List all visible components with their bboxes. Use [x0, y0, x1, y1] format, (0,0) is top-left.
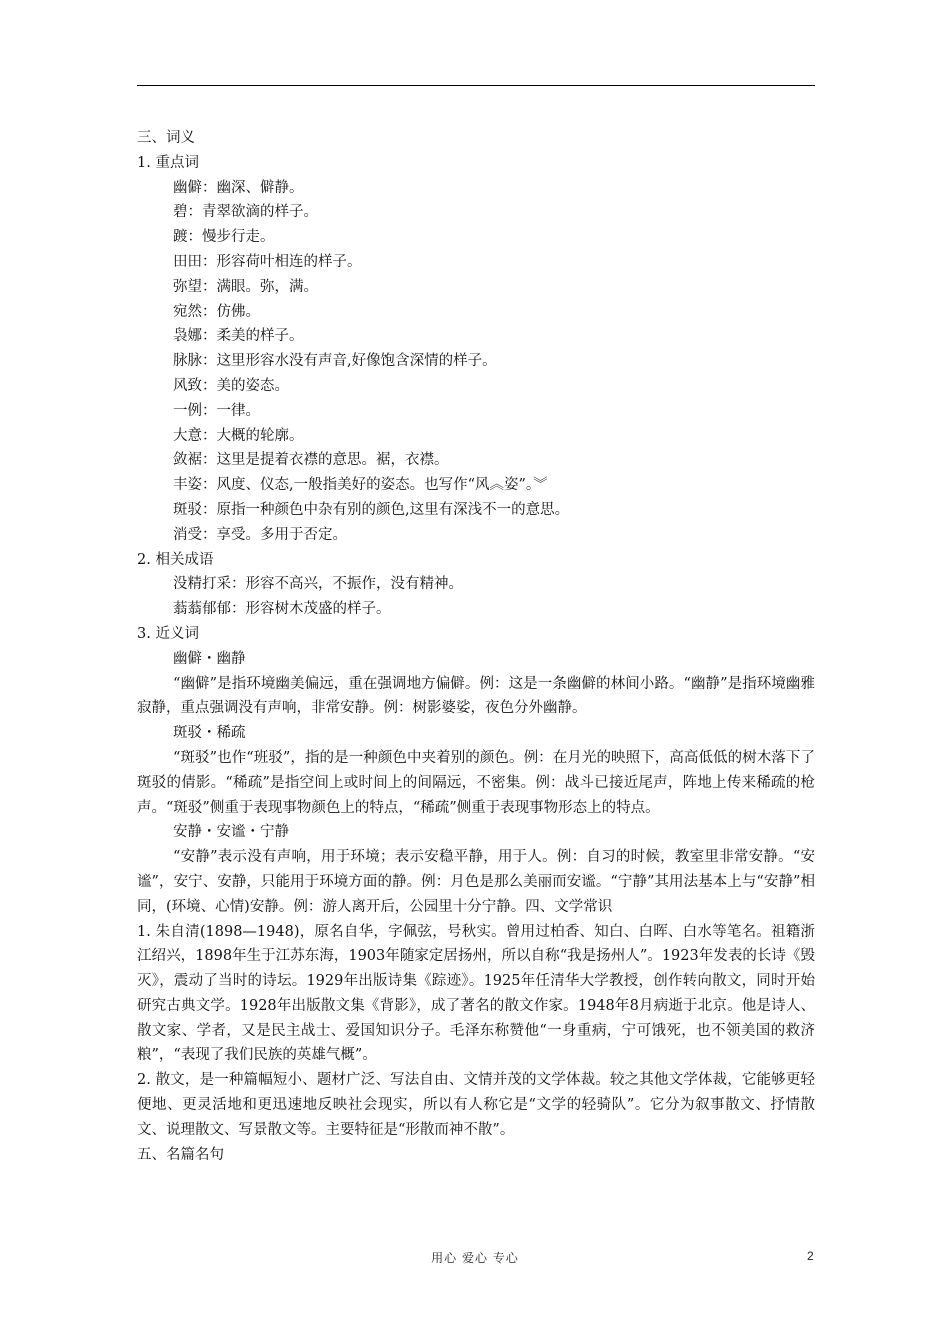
key-words-list — [137, 176, 815, 548]
section-heading-vocabulary: 三、词义 — [137, 130, 195, 146]
vocab-separator: ： — [202, 427, 217, 444]
vocab-term: 宛然 — [173, 303, 202, 320]
vocab-separator: ： — [202, 278, 217, 295]
vocab-term: 消受 — [173, 526, 202, 543]
idiom-definition: 形容树木茂盛的样子。 — [245, 601, 391, 618]
idioms-list — [137, 572, 815, 622]
vocab-definition: 青翠欲滴的样子。 — [202, 204, 318, 221]
vocab-separator: ： — [202, 377, 217, 394]
page-number: 2 — [807, 1249, 814, 1263]
vocab-definition: 幽深、僻静。 — [216, 179, 304, 196]
vocab-separator: ： — [202, 477, 217, 494]
subheading-key-words: 1. 重点词 — [137, 154, 199, 171]
literature-paragraph-2: 2. 散文，是一种篇幅短小、题材广泛、写法自由、文情并茂的文学体裁。较之其他文学体裁，它能够更轻便地、更灵活地和更迅速地反映社会现实，所以有人称它是“文学的轻骑队”。它分为叙事散文、抒情散文、说理散文、写景散文等。主要特征是“形散而神不散”。 — [137, 1072, 815, 1138]
idiom-term: 蓊蓊郁郁 — [173, 601, 231, 618]
vocab-term: 踱 — [173, 229, 188, 246]
vocab-definition: 风度、仪态,一般指美好的姿态。也写作“风︽姿”。︾ — [216, 477, 548, 494]
vocab-term: 一例 — [173, 402, 202, 419]
vocab-entry — [137, 399, 815, 424]
vocab-definition: 一律。 — [216, 402, 260, 419]
vocab-separator: ： — [202, 253, 217, 270]
vocab-separator: ： — [202, 452, 217, 469]
subheading-idioms: 2. 相关成语 — [137, 551, 214, 568]
synonym-pair-title: 斑驳・稀疏 — [173, 725, 246, 742]
synonym-explanation: “斑驳”也作“班驳”，指的是一种颜色中夹着别的颜色。例：在月光的映照下，高高低低的树木落下了斑驳的倩影。“稀疏”是指空间上或时间上的间隔远，不密集。例：战斗已接近尾声，阵地上传来稀疏的枪声。“斑驳”侧重于表现事物颜色上的特点，“稀疏”侧重于表现事物形态上的特点。 — [137, 749, 815, 816]
vocab-entry — [137, 176, 815, 201]
vocab-definition: 这里是提着衣襟的意思。裾，衣襟。 — [216, 452, 449, 469]
vocab-definition: 慢步行走。 — [202, 229, 275, 246]
vocab-entry — [137, 349, 815, 374]
idiom-entry — [137, 597, 815, 622]
synonym-pair-title: 幽僻・幽静 — [173, 650, 246, 667]
vocab-term: 敛裾 — [173, 452, 202, 469]
vocab-entry — [137, 200, 815, 225]
vocab-entry — [137, 300, 815, 325]
vocab-separator: ： — [202, 501, 217, 518]
idiom-separator: ： — [231, 601, 246, 618]
vocab-entry — [137, 424, 815, 449]
vocab-term: 大意 — [173, 427, 202, 444]
synonym-explanation: “幽僻”是指环境幽美偏远，重在强调地方偏僻。例：这是一条幽僻的林间小路。“幽静”是指环境幽雅寂静，重点强调没有声响，非常安静。例：树影婆娑，夜色分外幽静。 — [137, 675, 815, 717]
literature-paragraph-1: 1. 朱自清(1898—1948)，原名自华，字佩弦，号秋实。曾用过柏香、知白、白晖、白水等笔名。祖籍浙江绍兴，1898年生于江苏东海，1903年随家定居扬州，所以自称“我是扬州人”。1923年发表的长诗《毁灭》，震动了当时的诗坛。1929年出版诗集《踪迹》。1925年任清华大学教授，创作转向散文，同时开始研究古典文学。1928年出版散文集《背影》，成了著名的散文作家。1948年8月病逝于北京。他是诗人、散文家、学者，又是民主战士、爱国知识分子。毛泽东称赞他“一身重病，宁可饿死，也不领美国的救济粮”，“表现了我们民族的英雄气概”。 — [137, 923, 815, 1064]
footer-motto: 用心 爱心 专心 — [431, 1251, 519, 1265]
vocab-term: 袅娜 — [173, 328, 202, 345]
subheading-synonyms: 3. 近义词 — [137, 625, 199, 642]
vocab-term: 幽僻 — [173, 179, 202, 196]
vocab-definition: 仿佛。 — [216, 303, 260, 320]
vocab-definition: 原指一种颜色中杂有别的颜色,这里有深浅不一的意思。 — [216, 501, 570, 518]
vocab-term: 风致 — [173, 377, 202, 394]
vocab-entry — [137, 250, 815, 275]
vocab-separator: ： — [202, 303, 217, 320]
idiom-definition: 形容不高兴，不振作，没有精神。 — [245, 576, 463, 593]
synonym-explanation: “安静”表示没有声响，用于环境；表示安稳平静，用于人。例：自习的时候，教室里非常安静。“安谧”，安宁、安静，只能用于环境方面的静。例：月色是那么美丽而安谧。“宁静”其用法基本上与“安静”相同，(环境、心情)安静。例：游人离开后，公园里十分宁静。四、文学常识 — [137, 849, 815, 915]
vocab-definition: 满眼。弥，满。 — [216, 278, 318, 295]
vocab-separator: ： — [202, 526, 217, 543]
vocab-entry — [137, 324, 815, 349]
vocab-entry — [137, 275, 815, 300]
vocab-term: 丰姿 — [173, 477, 202, 494]
section-heading-famous-lines: 五、名篇名句 — [137, 1146, 224, 1163]
vocab-definition: 形容荷叶相连的样子。 — [216, 253, 362, 270]
vocab-definition: 享受。多用于否定。 — [216, 526, 347, 543]
vocab-entry — [137, 374, 815, 399]
vocab-entry — [137, 225, 815, 250]
vocab-term: 田田 — [173, 253, 202, 270]
idiom-separator: ： — [231, 576, 246, 593]
vocab-term: 斑驳 — [173, 501, 202, 518]
vocab-entry — [137, 473, 815, 498]
vocab-term: 碧 — [173, 204, 188, 221]
idiom-entry — [137, 572, 815, 597]
vocab-entry — [137, 448, 815, 473]
vocab-separator: ： — [202, 179, 217, 196]
idiom-term: 没精打采 — [173, 576, 231, 593]
vocab-definition: 大概的轮廓。 — [216, 427, 304, 444]
document-body — [137, 126, 815, 1167]
vocab-definition: 柔美的样子。 — [216, 328, 304, 345]
vocab-entry — [137, 523, 815, 548]
vocab-separator: ： — [202, 353, 217, 370]
synonym-pair-title: 安静・安谧・宁静 — [173, 824, 289, 841]
vocab-definition: 美的姿态。 — [216, 377, 289, 394]
vocab-separator: ： — [187, 229, 202, 246]
vocab-separator: ： — [202, 402, 217, 419]
vocab-definition: 这里形容水没有声音,好像饱含深情的样子。 — [216, 353, 497, 370]
vocab-separator: ： — [187, 204, 202, 221]
vocab-entry — [137, 498, 815, 523]
header-rule — [137, 85, 815, 86]
vocab-separator: ： — [202, 328, 217, 345]
synonyms-list — [137, 647, 815, 920]
vocab-term: 弥望 — [173, 278, 202, 295]
vocab-term: 脉脉 — [173, 353, 202, 370]
